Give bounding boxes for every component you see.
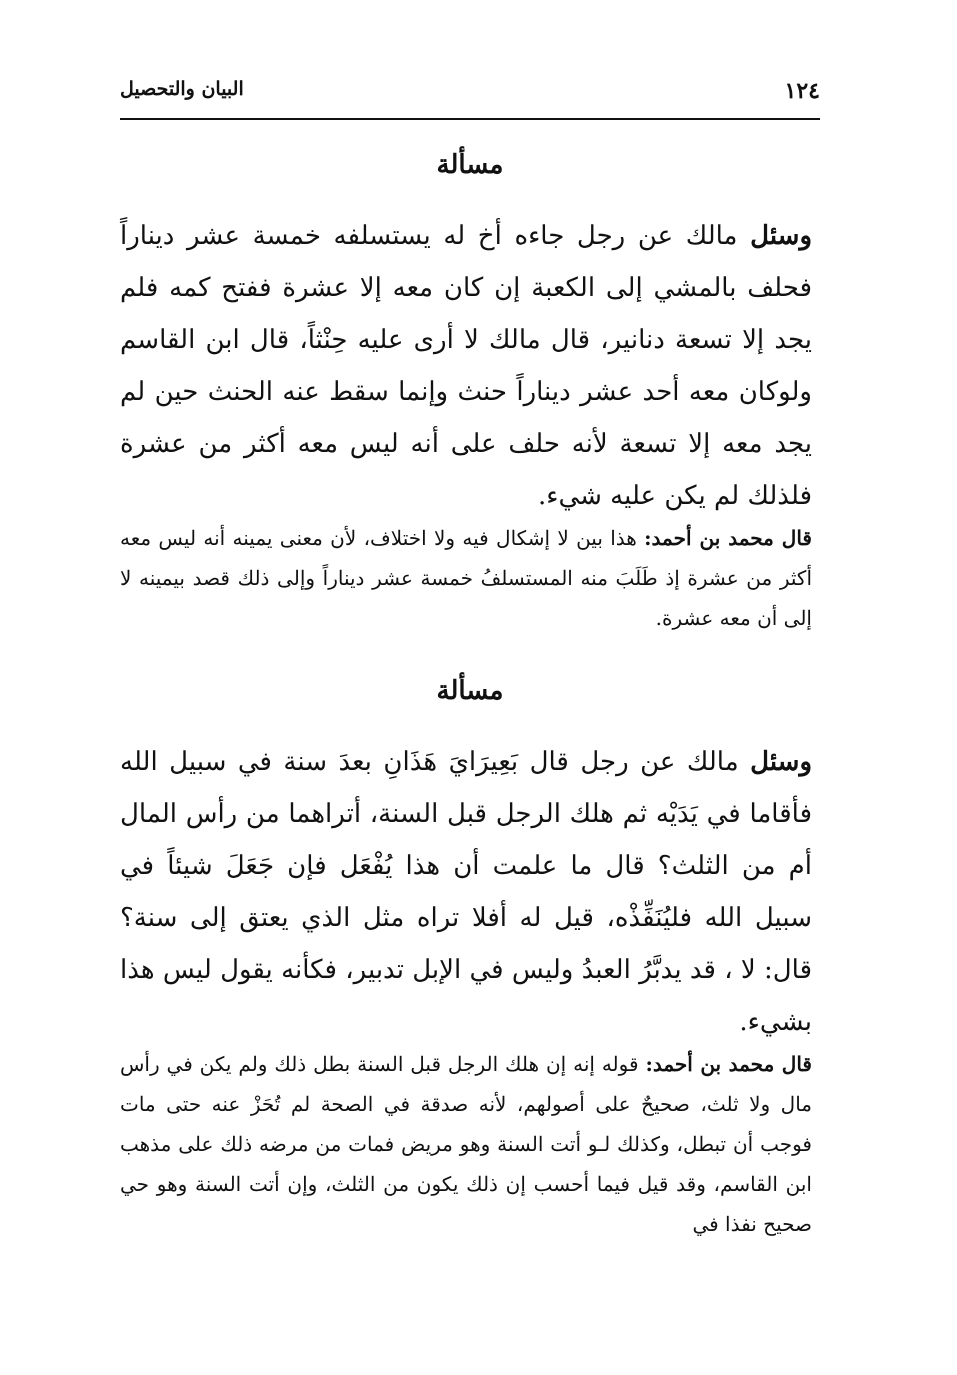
commentary-lead: قال محمد بن أحمد: [644,526,812,550]
commentary-text: هذا بين لا إشكال فيه ولا اختلاف، لأن معنى يمينه أنه ليس معه أكثر من عشرة إذ طَلَبَ منه المستسلفُ خمسة عشر ديناراً وإلى ذلك قصد بيمينه لا إلى أن معه عشرة. [120,526,812,630]
commentary-paragraph [120,1044,812,1244]
question-paragraph [120,210,812,522]
running-header [120,78,820,118]
question-text: مالك عن رجل قال بَعِيرَايَ هَذَانِ بعدَ سنة في سبيل الله فأقاما في يَدَيْه ثم هلك الرجل قبل السنة، أتراهما من رأس المال أم من الثلث؟ قال ما علمت أن هذا يُفْعَل فإن جَعَلَ شيئاً في سبيل الله فليُنَفِّذْه، قيل له أفلا تراه مثل الذي يعتق إلى سنة؟ قال: لا ، قد يدبَّرُ العبدُ وليس في الإبل تدبير، فكأنه يقول ليس هذا بشيء. [120,747,812,1037]
section-heading: مسألة [436,676,504,706]
commentary-text: قوله إنه إن هلك الرجل قبل السنة بطل ذلك ولم يكن في رأس مال ولا ثلث، صحيحٌ على أصولهم، لأنه صدقة في الصحة لم تُحَزْ عنه حتى مات فوجب أن تبطل، وكذلك لـو أتت السنة وهو مريض فمات من مرضه ذلك على مذهب ابن القاسم، وقد قيل فيما أحسب إن ذلك يكون من الثلث، وإن أتت السنة وهو حي صحيح نفذا في [120,1052,812,1236]
question-lead: وسئل [750,747,813,777]
question-paragraph [120,736,812,1048]
section-heading: مسألة [436,150,504,180]
question-lead: وسئل [750,221,813,251]
question-text: مالك عن رجل جاءه أخ له يستسلفه خمسة عشر ديناراً فحلف بالمشي إلى الكعبة إن كان معه إلا عشرة ففتح كمه فلم يجد إلا تسعة دنانير، قال مالك لا أرى عليه حِنْثاً، قال ابن القاسم ولوكان معه أحد عشر ديناراً حنث وإنما سقط عنه الحنث حين لم يجد معه إلا تسعة لأنه حلف على أنه ليس معه أكثر من عشرة فلذلك لم يكن عليه شيء. [120,221,812,511]
book-title: البيان والتحصيل [120,78,244,100]
header-rule [120,118,820,120]
page-number: ١٢٤ [784,78,820,104]
commentary-paragraph [120,518,812,638]
commentary-lead: قال محمد بن أحمد: [645,1052,812,1076]
